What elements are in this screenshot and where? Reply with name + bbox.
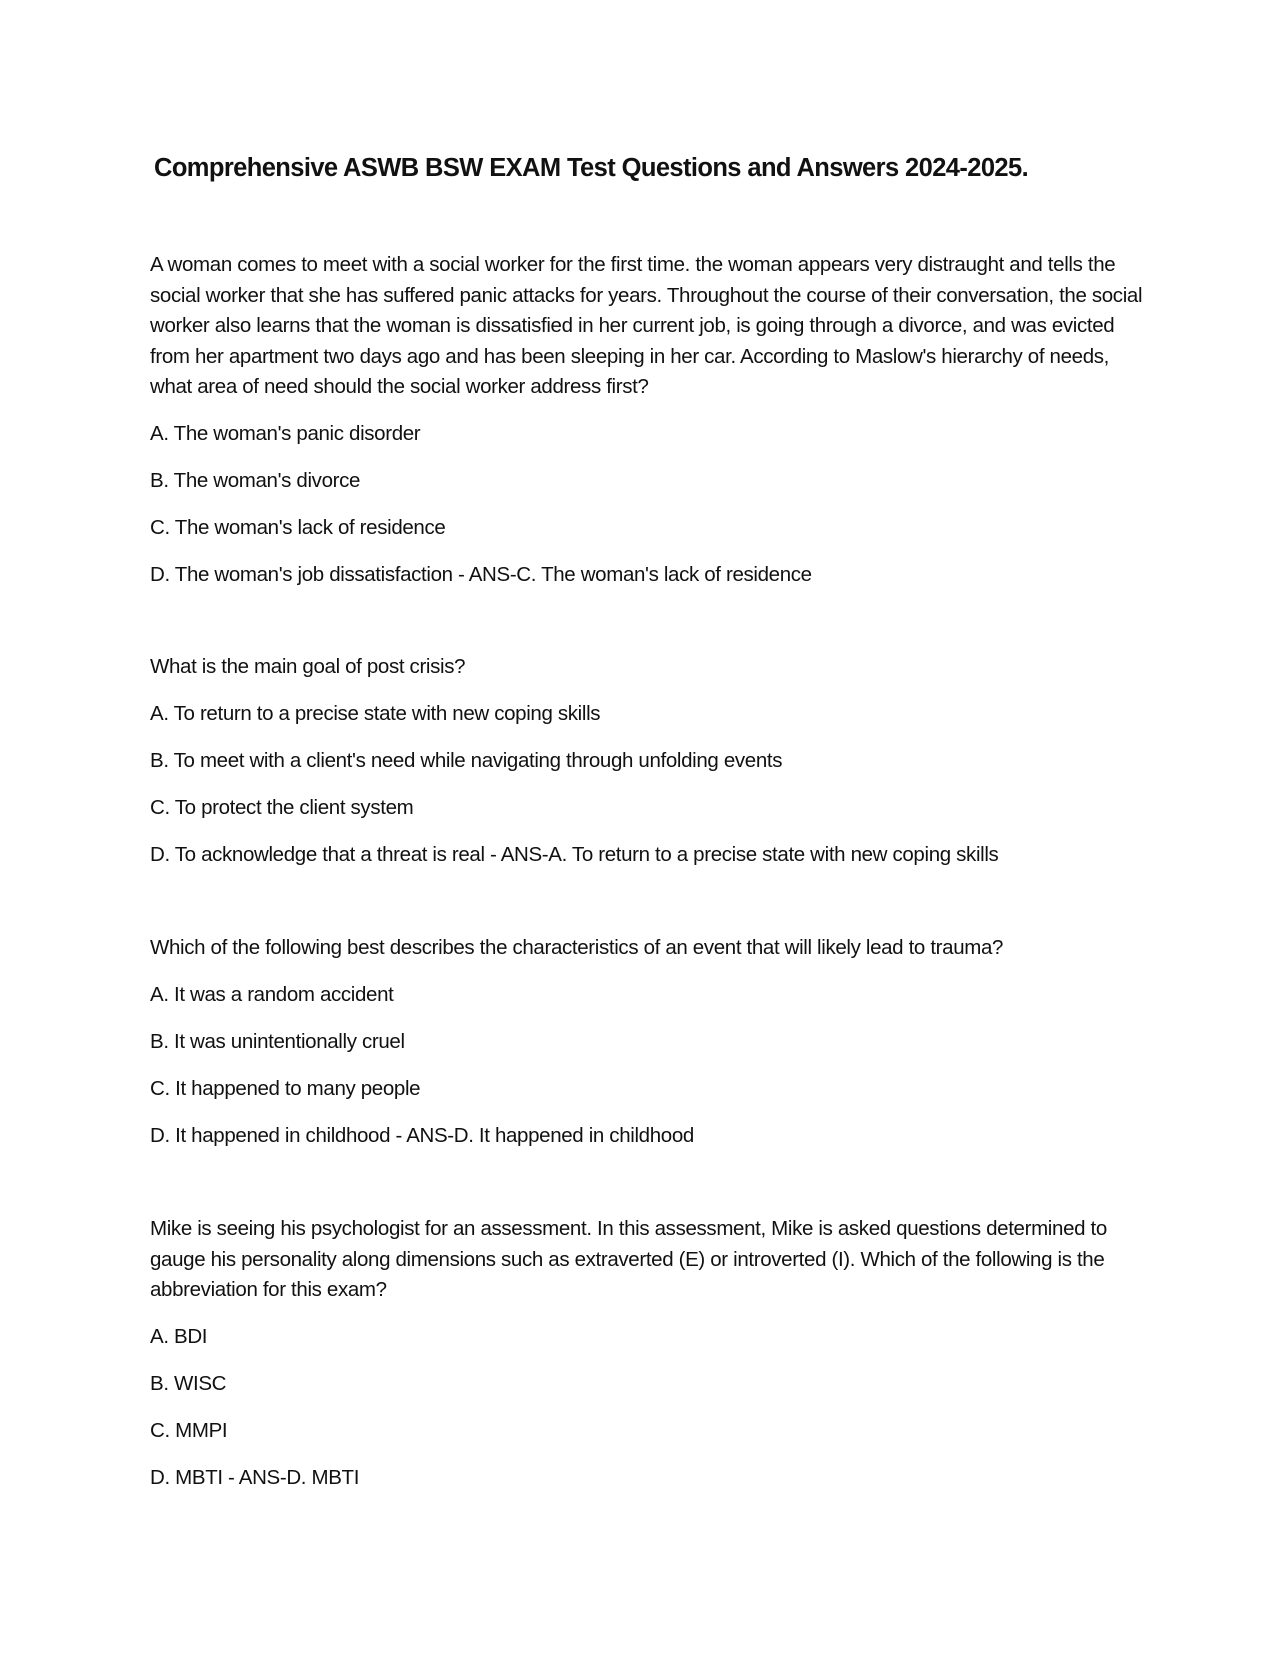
answer-option: A. The woman's panic disorder bbox=[150, 421, 421, 445]
answer-option: C. To protect the client system bbox=[150, 795, 414, 819]
answer-option: B. To meet with a client's need while navigating through unfolding events bbox=[150, 748, 783, 772]
answer-option: A. To return to a precise state with new coping skills bbox=[150, 701, 601, 725]
question-stem: Mike is seeing his psychologist for an assessment. In this assessment, Mike is asked questions determined to gauge his personality along dimensions such as extraverted (E) or introverted (I). Which of the following is the abbreviation for this exam? bbox=[150, 1217, 1107, 1301]
question-stem: A woman comes to meet with a social worker for the first time. the woman appears very distraught and tells the social worker that she has suffered panic attacks for years. Throughout the course of their conversation, the social worker also learns that the woman is dissatisfied in her current job, is going through a divorce, and was evicted from her apartment two days ago and has been sleeping in her car. According to Maslow's hierarchy of needs, what area of need should the social worker address first? bbox=[150, 253, 1143, 398]
answer-option-with-key: D. To acknowledge that a threat is real - ANS-A. To return to a precise state with new coping skills bbox=[150, 842, 999, 866]
answer-option-with-key: D. It happened in childhood - ANS-D. It happened in childhood bbox=[150, 1123, 694, 1147]
answer-option: B. It was unintentionally cruel bbox=[150, 1029, 405, 1053]
answer-option: C. It happened to many people bbox=[150, 1076, 421, 1100]
answer-option: B. WISC bbox=[150, 1371, 227, 1395]
answer-option: C. MMPI bbox=[150, 1418, 228, 1442]
answer-option: A. It was a random accident bbox=[150, 982, 394, 1006]
question-stem: What is the main goal of post crisis? bbox=[150, 655, 466, 678]
question-block bbox=[150, 250, 1150, 590]
answer-option: A. BDI bbox=[150, 1324, 208, 1348]
answer-option-with-key: D. The woman's job dissatisfaction - ANS-C. The woman's lack of residence bbox=[150, 562, 812, 586]
answer-option-with-key: D. MBTI - ANS-D. MBTI bbox=[150, 1465, 360, 1489]
answer-option: C. The woman's lack of residence bbox=[150, 515, 446, 539]
question-block bbox=[150, 933, 1150, 1151]
question-stem: Which of the following best describes the characteristics of an event that will likely lead to trauma? bbox=[150, 936, 1004, 959]
question-block bbox=[150, 652, 1150, 870]
answer-option: B. The woman's divorce bbox=[150, 468, 361, 492]
document-title: Comprehensive ASWB BSW EXAM Test Questions and Answers 2024-2025. bbox=[154, 154, 1029, 182]
question-block bbox=[150, 1214, 1150, 1493]
